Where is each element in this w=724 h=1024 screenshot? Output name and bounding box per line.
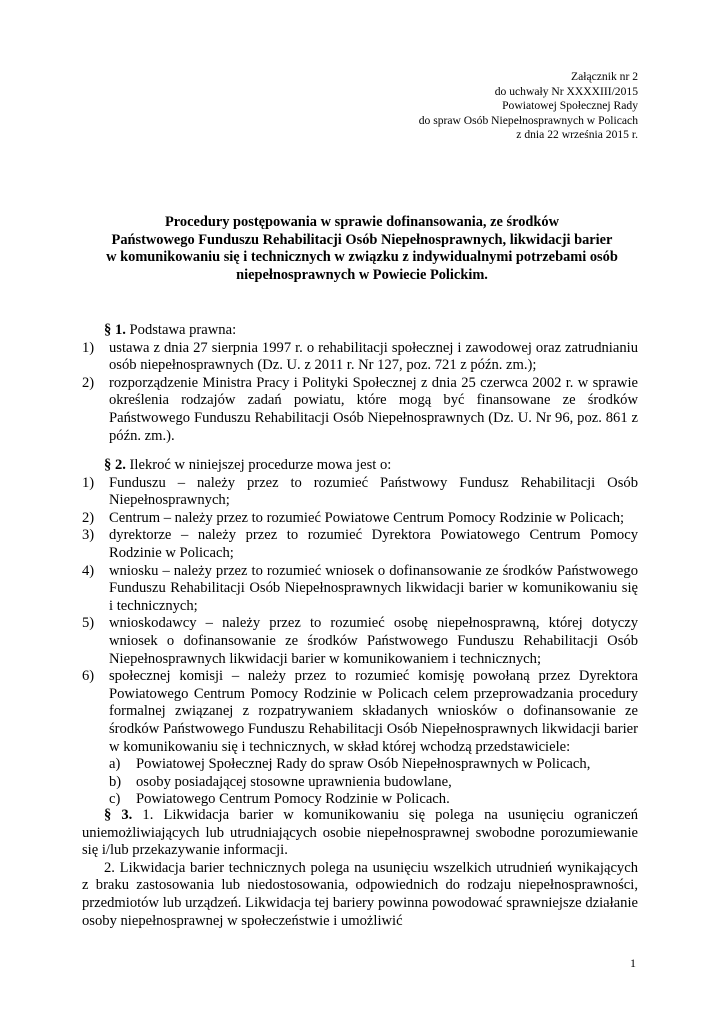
- list-item-text: wnioskodawcy – należy przez to rozumieć osobę niepełnosprawną, której dotyczy wniosek o dofinansowanie ze środków Państwowego Funduszu Rehabilitacji Osób Niepełnosprawnych likwidacji barier w komunikowaniem i technicznych;: [109, 615, 638, 667]
- list-item-text: ustawa z dnia 27 sierpnia 1997 r. o rehabilitacji społecznej i zawodowej oraz zatrudnianiu osób niepełnosprawnych (Dz. U. z 2011 r. Nr 127, poz. 721 z późn. zm.);: [109, 339, 638, 374]
- section-2: [82, 457, 638, 809]
- list-item-number: 2): [82, 374, 95, 391]
- section-2-heading: [82, 457, 638, 475]
- sublist-item-letter: b): [109, 773, 122, 790]
- title-line: Procedury postępowania w sprawie dofinansowania, ze środków: [164, 214, 560, 230]
- sublist-item: [109, 756, 638, 774]
- section-1-heading: [82, 322, 638, 340]
- list-item-number: 1): [82, 474, 95, 491]
- title-line: w komunikowaniu się i technicznych w związku z indywidualnymi potrzebami osób: [106, 249, 618, 266]
- section-1: [82, 322, 638, 445]
- section-3-paragraph-1: [82, 807, 638, 860]
- document-title: [70, 214, 654, 284]
- list-item-text: Centrum – należy przez to rozumieć Powiatowe Centrum Pomocy Rodzinie w Policach;: [109, 509, 625, 526]
- list-item-text: społecznej komisji – należy przez to rozumieć komisję powołaną przez Dyrektora Powiatowego Centrum Pomocy Rodzinie w Policach celem przeprowadzania procedury formalnej związanej z rozpatrywaniem składanych wniosków o dofinansowanie ze środków Państwowego Funduszu Rehabilitacji Osób Niepełnosprawnych likwidacji barier w komunikowaniu się i technicznych, w skład której wchodzą przedstawiciele:: [109, 668, 638, 755]
- attachment-line: do spraw Osób Niepełnosprawnych w Policach: [418, 113, 638, 127]
- list-item-number: 5): [82, 615, 95, 632]
- section-3-paragraph-2: [82, 860, 638, 930]
- section-3-p1-text: 1. Likwidacja barier w komunikowaniu się polega na usunięciu ograniczeń uniemożliwiających lub utrudniających osobie niepełnosprawnej swobodne porozumiewanie się i/lub przekazywanie informacji.: [82, 807, 639, 859]
- section-3-p2-text: 2. Likwidacja barier technicznych polega na usunięciu wszelkich utrudnień wynikających z braku zastosowania lub niedostosowania, odpowiednich do rodzaju niepełnosprawności, przedmiotów lub urządzeń. Likwidacja tej bariery powinna powodować sprawniejsze działanie osoby niepełnosprawnej w społeczeństwie i umożliwić: [82, 859, 638, 929]
- title-line: Państwowego Funduszu Rehabilitacji Osób Niepełnosprawnych, likwidacji barier: [111, 231, 613, 248]
- attachment-line: Powiatowej Społecznej Rady: [502, 99, 638, 113]
- sublist-item-text: Powiatowego Centrum Pomocy Rodzinie w Policach.: [136, 791, 450, 808]
- section-2-mark: § 2.: [104, 457, 126, 473]
- list-item-text: rozporządzenie Ministra Pracy i Polityki Społecznej z dnia 25 czerwca 2002 r. w sprawie określenia rodzajów zadań powiatu, które mogą być finansowane ze środków Państwowego Funduszu Rehabilitacji Osób Niepełnosprawnych (Dz. U. Nr 96, poz. 861 z późn. zm.).: [109, 374, 638, 444]
- list-item: [82, 340, 638, 375]
- list-item: [82, 510, 638, 528]
- section-3-mark: § 3.: [104, 807, 133, 823]
- section-1-heading-text: Podstawa prawna:: [129, 322, 237, 338]
- list-item: [82, 563, 638, 616]
- list-item: [82, 375, 638, 445]
- section-2-list: [82, 475, 638, 809]
- list-item-text: Funduszu – należy przez to rozumieć Państwowy Fundusz Rehabilitacji Osób Niepełnosprawnych;: [109, 474, 638, 509]
- section-2-heading-text: Ilekroć w niniejszej procedurze mowa jest o:: [129, 457, 392, 473]
- sublist-item-letter: a): [109, 756, 121, 773]
- list-item-text: dyrektorze – należy przez to rozumieć Dyrektora Powiatowego Centrum Pomocy Rodzinie w Policach;: [109, 527, 638, 561]
- sublist-item-text: Powiatowej Społecznej Rady do spraw Osób Niepełnosprawnych w Policach,: [136, 756, 591, 773]
- list-item: [82, 668, 638, 809]
- list-item-text: wniosku – należy przez to rozumieć wniosek o dofinansowanie ze środków Państwowego Funduszu Rehabilitacji Osób Niepełnosprawnych likwidacji barier w komunikowaniu się i technicznych;: [109, 562, 638, 614]
- sublist-item-letter: c): [109, 791, 121, 808]
- section-1-list: [82, 340, 638, 446]
- attachment-line: Załącznik nr 2: [571, 70, 638, 83]
- list-item: [82, 615, 638, 668]
- sublist-item: [109, 774, 638, 792]
- section-2-sublist: [109, 756, 638, 809]
- section-3: [82, 807, 638, 930]
- section-1-mark: § 1.: [104, 322, 126, 338]
- list-item: [82, 475, 638, 510]
- list-item-number: 6): [82, 668, 95, 685]
- list-item-number: 1): [82, 339, 95, 356]
- attachment-header: [419, 70, 638, 143]
- list-item: [82, 527, 638, 562]
- list-item-number: 3): [82, 527, 95, 544]
- title-line: niepełnosprawnych w Powiecie Polickim.: [236, 266, 488, 283]
- list-item-number: 4): [82, 562, 95, 579]
- attachment-line: z dnia 22 września 2015 r.: [516, 128, 638, 142]
- sublist-item-text: osoby posiadającej stosowne uprawnienia budowlane,: [136, 773, 452, 790]
- page-number: 1: [630, 956, 636, 970]
- attachment-line: do uchwały Nr XXXXIII/2015: [494, 84, 638, 98]
- list-item-number: 2): [82, 509, 95, 526]
